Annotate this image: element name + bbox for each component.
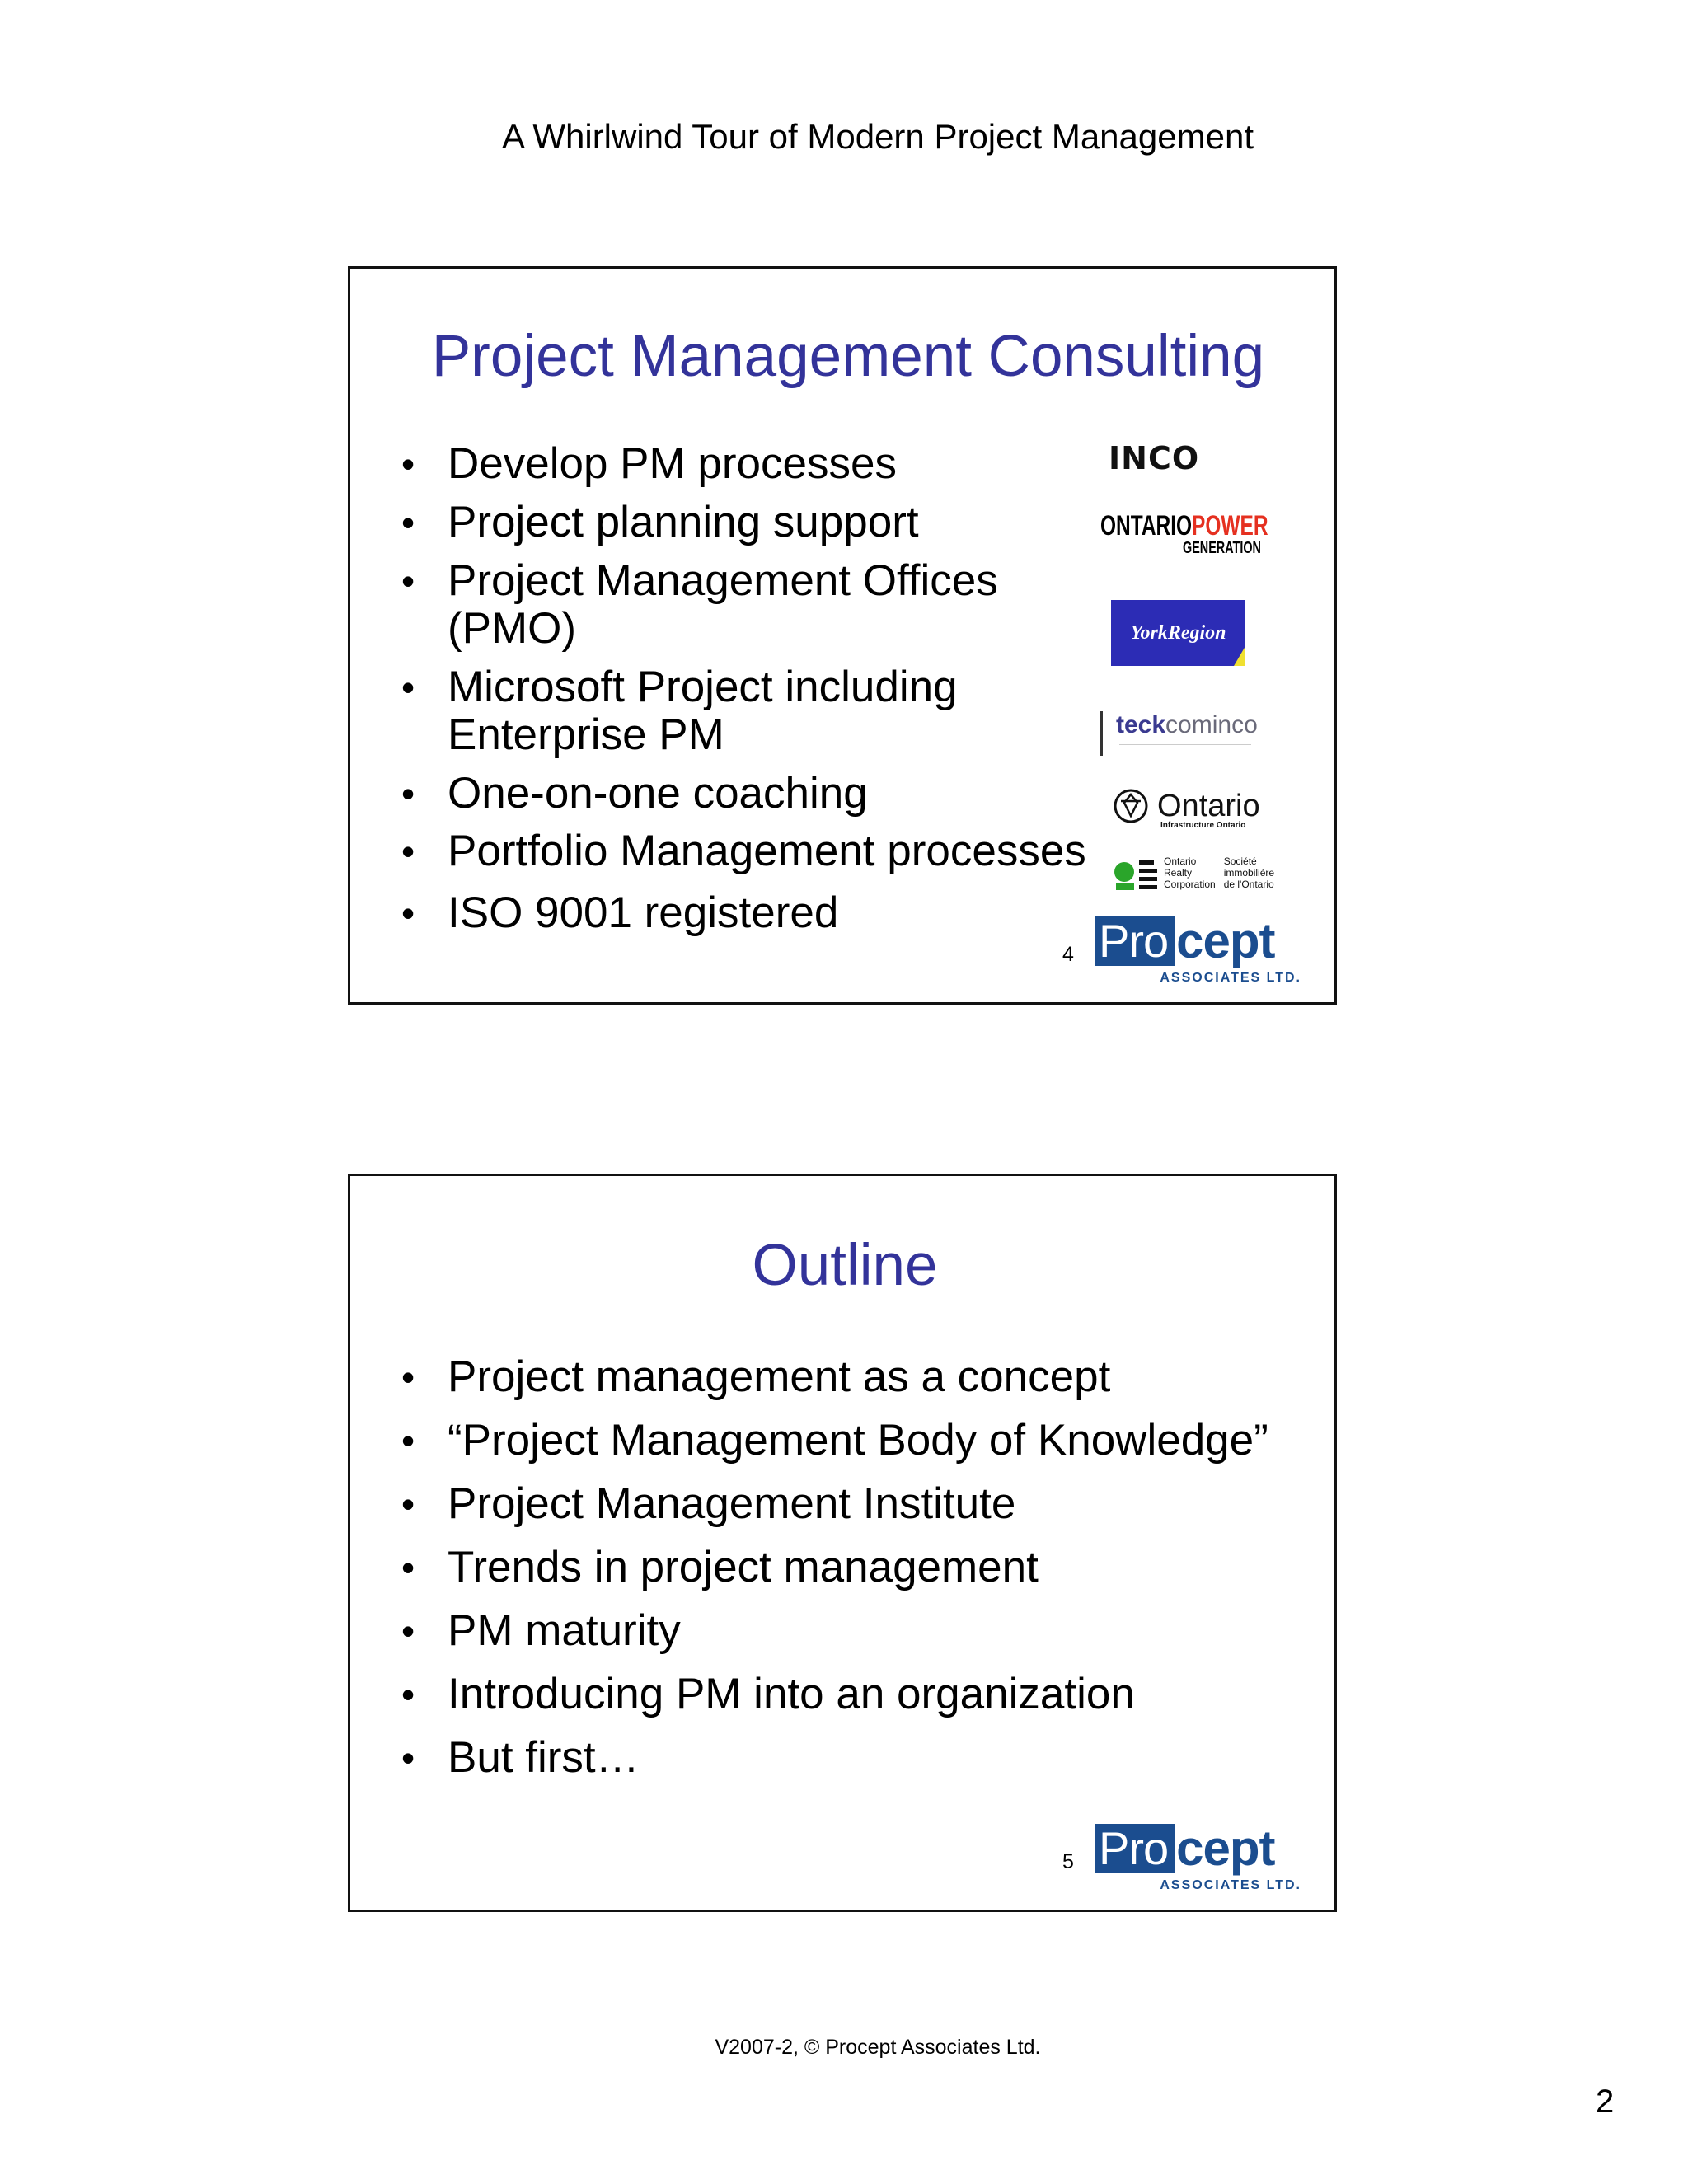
bullet-item: • Project planning support <box>401 499 1086 546</box>
bullet-item: • Trends in project management <box>401 1544 1268 1591</box>
bullet-item: • “Project Management Body of Knowledge” <box>401 1417 1268 1465</box>
orc-fr-line: de l'Ontario <box>1223 879 1274 890</box>
ontario-wordmark: Ontario <box>1157 788 1260 823</box>
orc-tree-icon <box>1113 855 1159 902</box>
procept-logo <box>1095 1821 1301 1898</box>
slide-title: Project Management Consulting <box>431 324 1265 389</box>
procept-cept-text: cept <box>1176 1821 1275 1876</box>
trillium-icon <box>1113 788 1149 824</box>
orc-en-line: Realty <box>1164 867 1193 879</box>
ontario-power-generation-logo <box>1100 510 1268 558</box>
slide-5 <box>348 1174 1337 1912</box>
bullet-item: • Project Management Institute <box>401 1480 1268 1528</box>
bullet-item: • Project management as a concept <box>401 1353 1268 1401</box>
bullet-text: Microsoft Project including Enterprise PM <box>448 663 958 759</box>
opg-power-text: POWER <box>1192 510 1268 541</box>
bullet-list <box>401 1353 1268 1797</box>
infrastructure-ontario-logo <box>1113 788 1278 830</box>
teck-cominco-logo <box>1100 711 1258 756</box>
orc-en-line: Corporation <box>1164 879 1216 890</box>
opg-ontario-text: ONTARIO <box>1100 510 1193 541</box>
bullet-item: • Develop PM processes <box>401 440 1086 488</box>
bullet-item: • But first… <box>401 1734 1268 1782</box>
orc-fr-line: Société <box>1223 855 1257 867</box>
procept-pro-text: Pro <box>1095 1824 1175 1873</box>
procept-tagline: ASSOCIATES LTD. <box>1160 971 1301 985</box>
slide-number: 4 <box>1062 943 1074 966</box>
bullet-item: • ISO 9001 registered <box>401 889 1086 937</box>
orc-en-line: Ontario <box>1164 855 1197 867</box>
procept-cept-text: cept <box>1176 913 1275 968</box>
inco-logo: INCO <box>1109 440 1200 476</box>
orc-fr-line: immobilière <box>1223 867 1275 879</box>
page-number: 2 <box>1596 2083 1615 2120</box>
slide-4 <box>348 266 1337 1005</box>
teck-text: teck <box>1116 711 1166 738</box>
bullet-item: • Introducing PM into an organization <box>401 1671 1268 1718</box>
bullet-item: • One-on-one coaching <box>401 770 1086 818</box>
york-region-logo: YorkRegion <box>1111 600 1245 666</box>
bullet-item <box>401 663 992 759</box>
procept-pro-text: Pro <box>1095 916 1175 966</box>
cominco-text: cominco <box>1165 711 1258 738</box>
document-header: A Whirlwind Tour of Modern Project Management <box>502 117 1254 156</box>
procept-logo <box>1095 913 1301 991</box>
bullet-list <box>401 440 1086 948</box>
procept-tagline: ASSOCIATES LTD. <box>1160 1878 1301 1892</box>
bullet-item: • Portfolio Management processes <box>401 827 1086 875</box>
bullet-item: • PM maturity <box>401 1607 1268 1655</box>
slide-title: Outline <box>752 1233 938 1298</box>
ontario-realty-corporation-logo <box>1113 855 1302 902</box>
slide-number: 5 <box>1062 1850 1074 1873</box>
document-footer: V2007-2, © Procept Associates Ltd. <box>715 2036 1041 2059</box>
bullet-text: Project Management Offices (PMO) <box>448 556 998 653</box>
opg-generation-text: GENERATION <box>1183 539 1261 557</box>
bullet-item <box>401 557 1025 653</box>
ontario-subtitle: Infrastructure Ontario <box>1160 821 1246 830</box>
